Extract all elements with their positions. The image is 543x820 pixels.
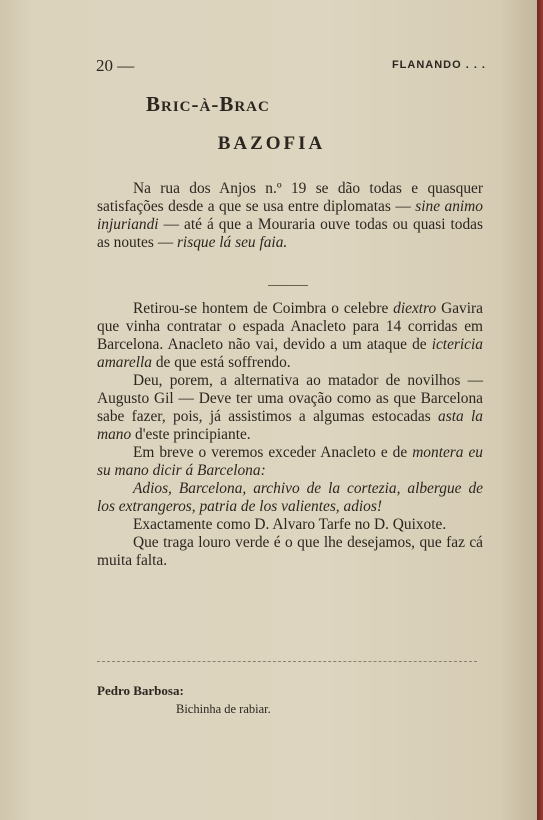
short-divider — [268, 285, 308, 286]
page-header — [96, 56, 486, 78]
page-number: 20 — — [96, 56, 135, 75]
paragraph-6: Exactamente como D. Alvaro Tarfe no D. Quixote. — [133, 516, 447, 533]
paragraph-4: Em breve o veremos exceder Anacleto e de montera eu su mano dicir á Barcelona: — [97, 444, 483, 479]
article-body — [97, 300, 483, 570]
paragraph-3: Deu, porem, a alternativa ao matador de novilhos — Augusto Gil — Deve ter uma ovação como as que Barcelona sabe fazer, pois, já assistimos a algumas estocadas asta la mano d'este principiante. — [97, 372, 483, 443]
paragraph-7: Que traga louro verde é o que lhe desejamos, que faz cá muita falta. — [97, 534, 483, 569]
paragraph-1: Na rua dos Anjos n.º 19 se dão todas e quasquer satisfações desde a que se usa entre diplomatas — sine animo injuriandi — até á que a Mouraria ouve todas ou quasi todas as noutes — risque lá seu faia. — [97, 180, 483, 251]
long-divider — [97, 661, 477, 662]
article-title: BAZOFIA — [217, 133, 326, 154]
section-title: Bric-à-Brac — [146, 92, 270, 116]
paragraph-5-quote: Adios, Barcelona, archivo de la cortezia, albergue de los extrangeros, patria de los valientes, adios! — [97, 480, 483, 515]
paragraph-2: Retirou-se hontem de Coimbra o celebre diextro Gavira que vinha contratar o espada Anacleto para 14 corridas em Barcelona. Anacleto não vai, devido a um ataque de ictericia amarella de que está soffrendo. — [97, 300, 483, 371]
book-spine-edge — [537, 0, 543, 820]
footer-subtitle: Bichinha de rabiar. — [176, 702, 271, 716]
footer-author: Pedro Barbosa: — [97, 683, 184, 698]
running-title: FLANANDO . . . — [391, 59, 486, 71]
